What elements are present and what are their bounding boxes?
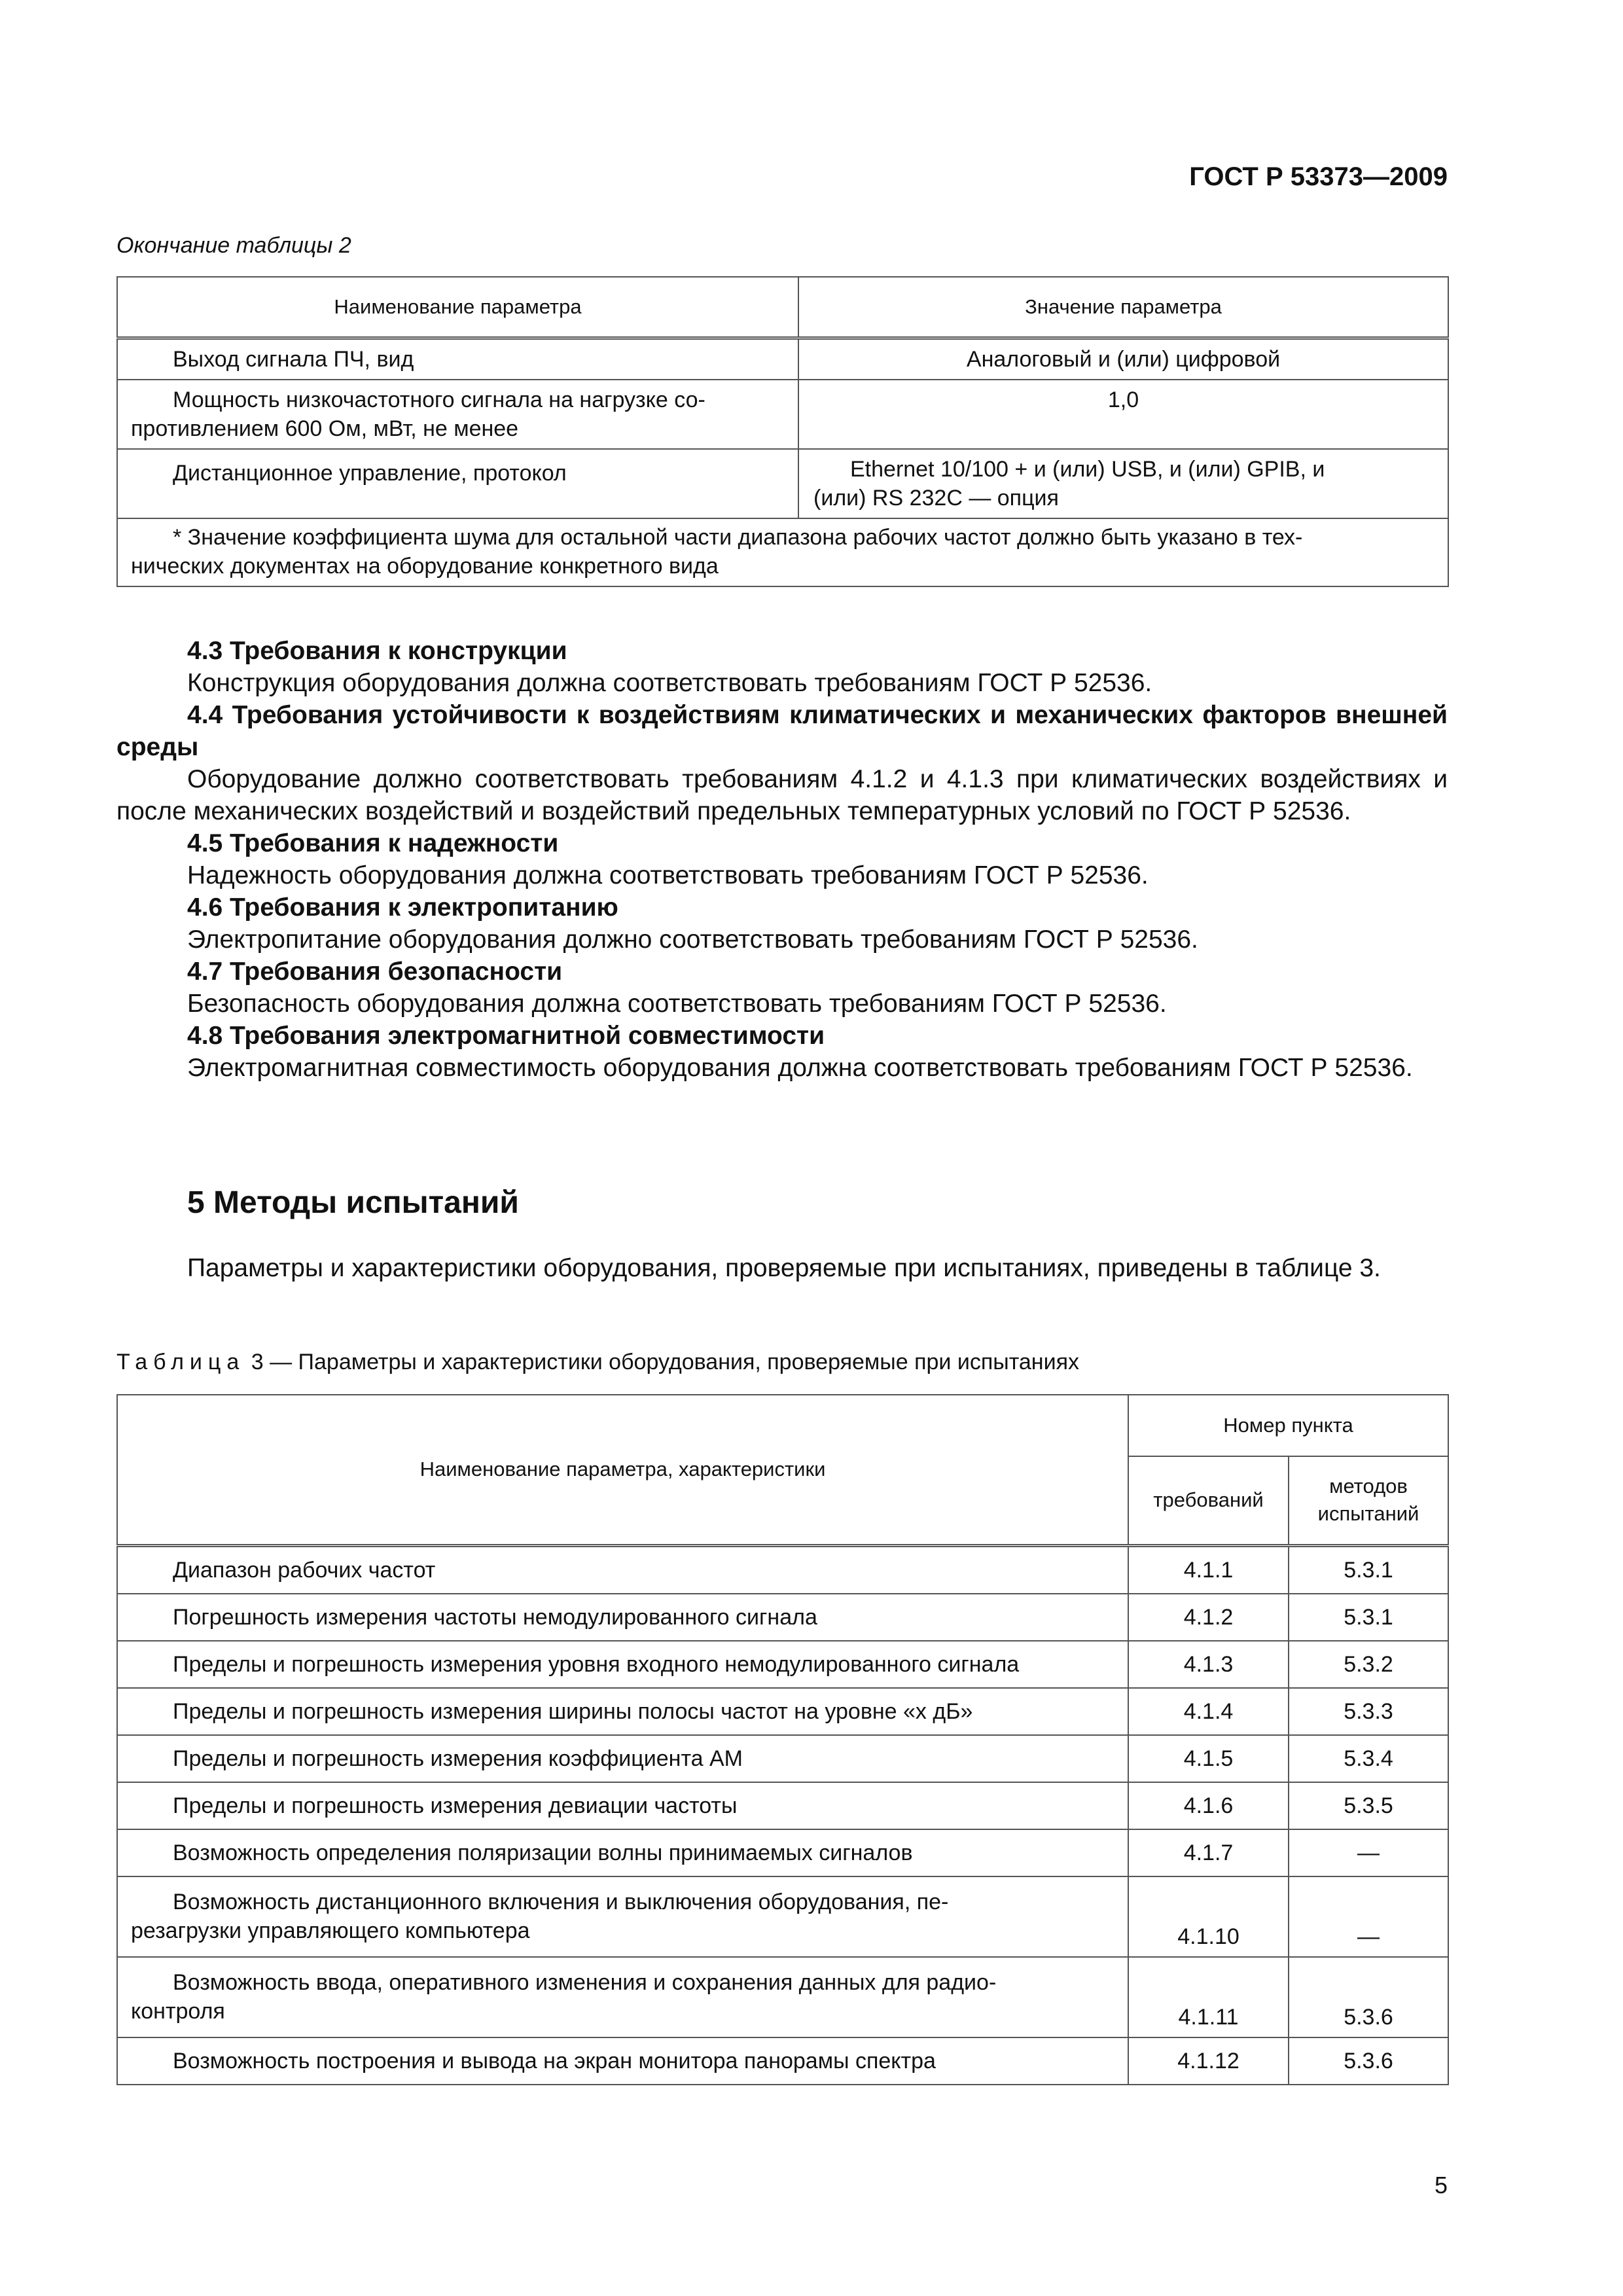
table-2 [116,276,1449,587]
table-row [117,380,1448,449]
table-row [117,1782,1448,1829]
table3-row-method: 5.3.2 [1289,1641,1448,1688]
table3-row-req: 4.1.10 [1128,1876,1289,1957]
table3-header-req: требований [1128,1456,1289,1545]
table3-row-req: 4.1.11 [1128,1957,1289,2037]
section-5-title: 5 Методы испытаний [187,1185,519,1220]
table3-caption-word: Таблица [116,1350,245,1374]
table3-row-name: Диапазон рабочих частот [173,1557,436,1583]
table3-row-name-line1: Возможность дистанционного включения и выключения оборудования, пе- [173,1890,949,1914]
table3-header-name: Наименование параметра, характеристики [117,1395,1128,1545]
table3-header-methods-line2: испытаний [1317,1502,1419,1526]
section-4-7-title: 4.7 Требования безопасности [187,958,563,986]
table2-row2-value: 1,0 [798,380,1448,449]
section-4-5-text: Надежность оборудования должна соответствовать требованиям ГОСТ Р 52536. [187,861,1149,889]
table3-caption-rest: 3 — Параметры и характеристики оборудования, проверяемые при испытаниях [245,1350,1079,1374]
document-code: ГОСТ Р 53373—2009 [1189,162,1448,191]
table3-row-name: Пределы и погрешность измерения уровня входного немодулированного сигнала [173,1651,1020,1677]
table3-header-methods [1289,1456,1448,1545]
table2-row2-name-line1: Мощность низкочастотного сигнала на нагрузке со- [173,387,705,412]
table-row [117,1957,1448,2037]
table3-row-req: 4.1.12 [1128,2037,1289,2085]
table-row [117,338,1448,380]
table2-row2-name-line2: противлением 600 Ом, мВт, не менее [131,416,519,441]
table3-row-method: 5.3.5 [1289,1782,1448,1829]
table3-row-req: 4.1.7 [1128,1829,1289,1876]
table3-row-name: Возможность определения поляризации волны принимаемых сигналов [173,1840,913,1865]
table3-row-method: 5.3.6 [1289,1957,1448,2037]
table2-row3-value-line1: Ethernet 10/100 + и (или) USB, и (или) GPIB, и [850,457,1325,482]
table3-row-method: — [1289,1829,1448,1876]
table3-row-name-line2: резагрузки управляющего компьютера [131,1918,530,1943]
table3-row-name: Пределы и погрешность измерения девиации частоты [173,1793,738,1818]
table-row [117,1688,1448,1735]
section-4-3-title: 4.3 Требования к конструкции [187,637,567,665]
table3-row-method: — [1289,1876,1448,1957]
table2-row3-name: Дистанционное управление, протокол [173,461,567,486]
table-row [117,449,1448,518]
section-4-7-text: Безопасность оборудования должна соответствовать требованиям ГОСТ Р 52536. [187,990,1167,1018]
table-row [117,1594,1448,1641]
table-3 [116,1394,1449,2085]
table2-row1-value: Аналоговый и (или) цифровой [798,338,1448,380]
table2-continuation-caption: Окончание таблицы 2 [116,233,351,258]
table3-row-req: 4.1.3 [1128,1641,1289,1688]
table-row [117,1829,1448,1876]
table3-row-method: 5.3.1 [1289,1545,1448,1594]
section-4-6-title: 4.6 Требования к электропитанию [187,893,618,922]
section-4-5-title: 4.5 Требования к надежности [187,829,559,857]
table3-row-name: Пределы и погрешность измерения коэффициента АМ [173,1746,743,1771]
table-row [117,1735,1448,1782]
table3-row-name-line1: Возможность ввода, оперативного изменения и сохранения данных для радио- [173,1970,997,1995]
table2-footnote-line1: * Значение коэффициента шума для остальной части диапазона рабочих частот должно быть указано в тех- [173,525,1303,550]
table-footnote-row [117,518,1448,586]
section-4-6-text: Электропитание оборудования должно соответствовать требованиям ГОСТ Р 52536. [187,925,1198,954]
section-4-4-title: 4.4 Требования устойчивости к воздействиям климатических и механических факторов внешней среды [116,701,1448,761]
table2-row1-name: Выход сигнала ПЧ, вид [173,347,414,372]
table3-row-req: 4.1.5 [1128,1735,1289,1782]
table3-row-method: 5.3.4 [1289,1735,1448,1782]
table3-row-req: 4.1.2 [1128,1594,1289,1641]
table3-row-req: 4.1.4 [1128,1688,1289,1735]
table3-caption [116,1350,1079,1375]
table3-header-group: Номер пункта [1128,1395,1448,1456]
table2-footnote-line2: нических документах на оборудование конкретного вида [131,554,719,579]
table-row [117,1641,1448,1688]
table-row [117,1545,1448,1594]
table-row [117,2037,1448,2085]
table3-row-name-line2: контроля [131,1999,225,2024]
section-4-4-text: Оборудование должно соответствовать требованиям 4.1.2 и 4.1.3 при климатических воздействиях и после механических воздействий и воздействий предельных температурных условий по ГОСТ Р 52536. [116,765,1448,825]
section-4-8-title: 4.8 Требования электромагнитной совместимости [187,1022,825,1050]
section-5-intro: Параметры и характеристики оборудования, проверяемые при испытаниях, приведены в таблице 3. [187,1254,1381,1282]
table2-header-name: Наименование параметра [117,277,798,338]
section-4-3-text: Конструкция оборудования должна соответствовать требованиям ГОСТ Р 52536. [187,669,1152,697]
table3-row-method: 5.3.1 [1289,1594,1448,1641]
table3-row-name: Возможность построения и вывода на экран монитора панорамы спектра [173,2048,936,2073]
page-number: 5 [1434,2172,1448,2198]
table2-header-value: Значение параметра [798,277,1448,338]
section-4-8-text: Электромагнитная совместимость оборудования должна соответствовать требованиям ГОСТ Р 52536. [187,1054,1413,1082]
table3-row-req: 4.1.1 [1128,1545,1289,1594]
requirements-text [116,635,1448,1084]
document-page [116,0,1448,2296]
table2-row3-value-line2: (или) RS 232C — опция [813,486,1059,511]
table3-row-req: 4.1.6 [1128,1782,1289,1829]
table3-row-method: 5.3.3 [1289,1688,1448,1735]
table3-header-methods-line1: методов [1329,1475,1408,1498]
table3-row-name: Погрешность измерения частоты немодулированного сигнала [173,1604,817,1630]
table3-row-method: 5.3.6 [1289,2037,1448,2085]
table-row [117,1876,1448,1957]
table3-row-name: Пределы и погрешность измерения ширины полосы частот на уровне «x дБ» [173,1698,973,1724]
